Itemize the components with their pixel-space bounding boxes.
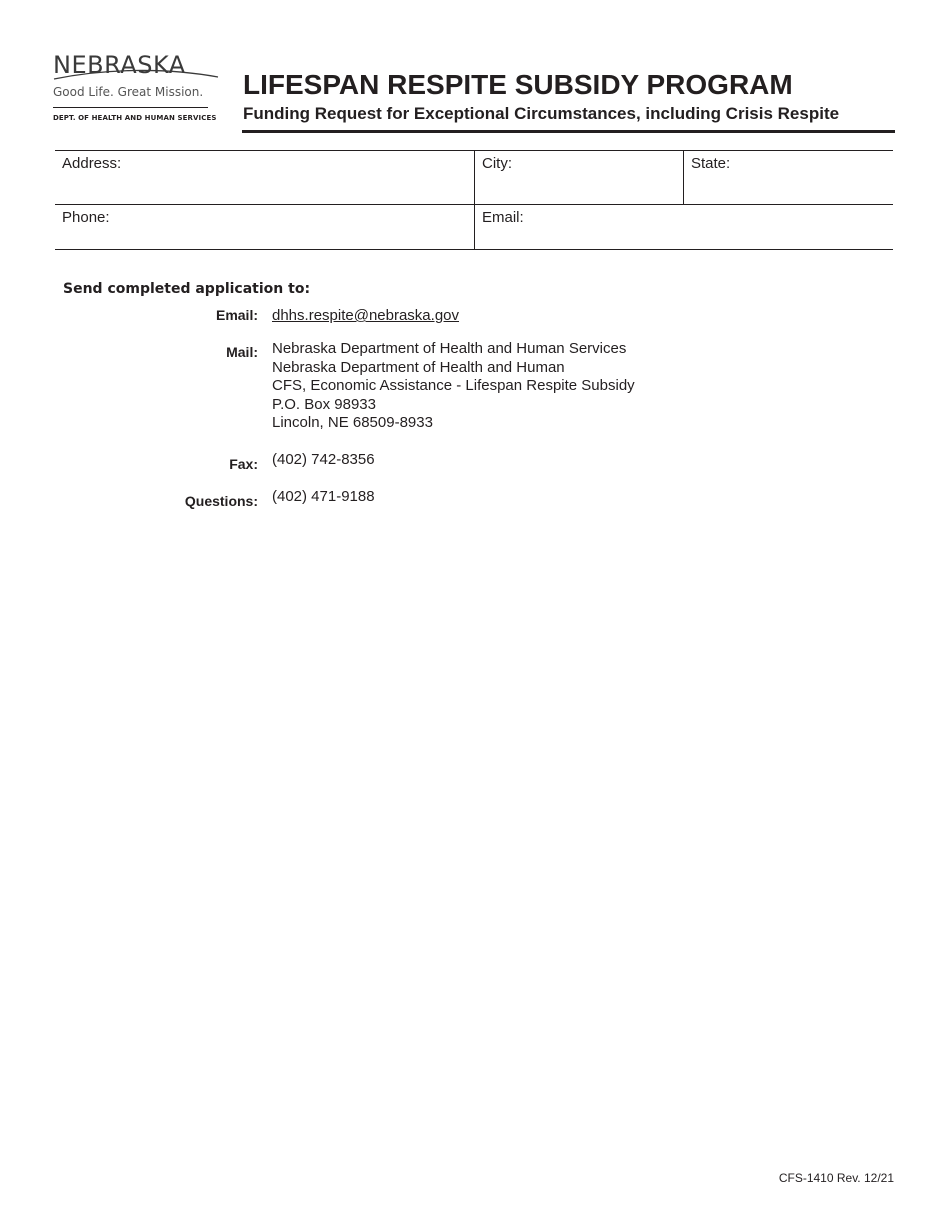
page-title: LIFESPAN RESPITE SUBSIDY PROGRAM: [243, 69, 793, 100]
header-divider: [242, 130, 895, 133]
email-label: Email:: [482, 209, 524, 226]
send-email-link[interactable]: dhhs.respite@nebraska.gov: [272, 307, 460, 324]
agency-logo: [53, 50, 217, 122]
contact-form: [55, 150, 893, 250]
logo-divider: [53, 107, 208, 108]
page-subtitle: Funding Request for Exceptional Circumstances, including Crisis Respite: [243, 104, 840, 123]
mailing-address-line: P.O. Box 98933: [272, 395, 376, 413]
state-field[interactable]: [683, 151, 893, 205]
email-field[interactable]: [474, 205, 893, 249]
logo-department: DEPT. OF HEALTH AND HUMAN SERVICES: [53, 114, 217, 122]
phone-label: Phone:: [62, 209, 110, 226]
send-heading: Send completed application to:: [63, 281, 311, 297]
mailing-address-line: Nebraska Department of Health and Human: [272, 358, 565, 376]
send-questions-label: Questions:: [184, 493, 258, 509]
mailing-address-line: CFS, Economic Assistance - Lifespan Respite Subsidy: [272, 377, 635, 395]
send-mail-label: Mail:: [226, 344, 258, 360]
logo-tagline: Good Life. Great Mission.: [53, 85, 204, 99]
form-id: CFS-1410 Rev. 12/21: [778, 1171, 894, 1185]
mailing-address-line: Lincoln, NE 68509-8933: [272, 414, 433, 432]
city-label: City:: [482, 155, 512, 172]
send-email-label: Email:: [215, 307, 258, 323]
address-field[interactable]: [55, 151, 474, 205]
city-field[interactable]: [474, 151, 683, 205]
send-fax-value: (402) 742-8356: [272, 451, 375, 468]
phone-field[interactable]: [55, 205, 474, 249]
send-email-value: [272, 307, 459, 326]
send-questions-value: (402) 471-9188: [272, 488, 375, 505]
address-label: Address:: [62, 155, 122, 172]
logo-wordmark: NEBRASKA: [53, 50, 213, 80]
mailing-address: [272, 340, 635, 433]
logo-swoosh-icon: [53, 60, 219, 82]
send-fax-label: Fax:: [229, 456, 258, 472]
state-label: State:: [691, 155, 731, 172]
mailing-address-line: Nebraska Department of Health and Human Services: [272, 340, 627, 357]
